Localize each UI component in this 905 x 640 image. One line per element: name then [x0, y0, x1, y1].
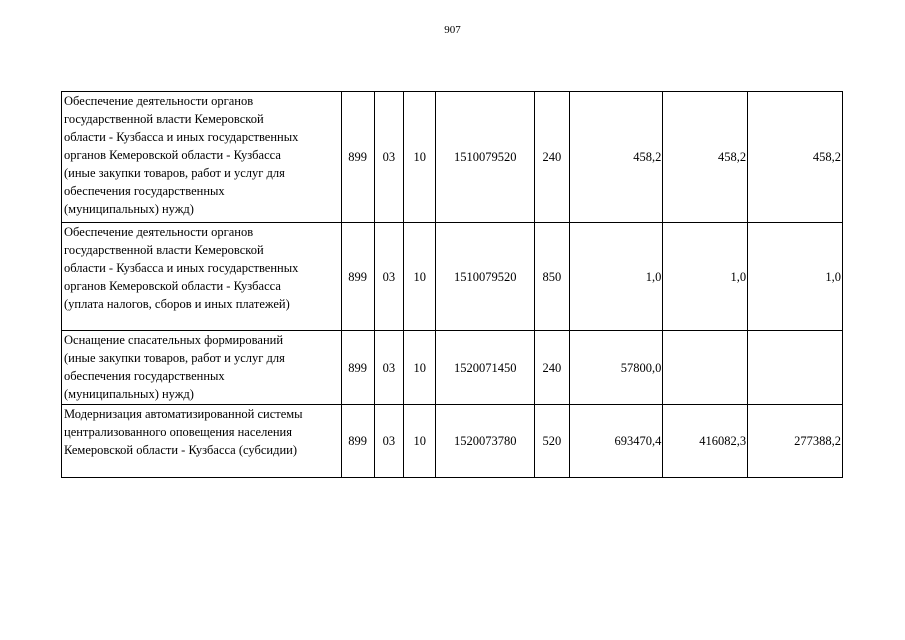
sum-1-cell: 693470,4	[569, 405, 663, 478]
rz-cell: 03	[374, 405, 403, 478]
rz-cell: 03	[374, 92, 403, 223]
csr-cell: 1510079520	[436, 223, 535, 331]
vr-cell: 240	[535, 331, 569, 405]
table-row	[62, 405, 843, 478]
sum-3-cell: 277388,2	[748, 405, 843, 478]
row-name-cell: Обеспечение деятельности органов государственной власти Кемеровской области - Кузбасса и иных государственных органов Кемеровской области - Кузбасса (уплата налогов, сборов и иных платежей)	[62, 223, 342, 331]
table-row	[62, 92, 843, 223]
sum-3-cell: 458,2	[748, 92, 843, 223]
rz-cell: 03	[374, 223, 403, 331]
table-row	[62, 331, 843, 405]
ved-cell: 899	[341, 331, 374, 405]
table-row	[62, 223, 843, 331]
sum-2-cell: 1,0	[663, 223, 748, 331]
vr-cell: 240	[535, 92, 569, 223]
sum-3-cell	[748, 331, 843, 405]
ved-cell: 899	[341, 92, 374, 223]
sum-1-cell: 458,2	[569, 92, 663, 223]
row-name-cell: Оснащение спасательных формирований (иные закупки товаров, работ и услуг для обеспечения государственных (муниципальных) нужд)	[62, 331, 342, 405]
pr-cell: 10	[404, 331, 436, 405]
csr-cell: 1510079520	[436, 92, 535, 223]
vr-cell: 520	[535, 405, 569, 478]
sum-3-cell: 1,0	[748, 223, 843, 331]
page-number: 907	[444, 24, 461, 36]
sum-1-cell: 1,0	[569, 223, 663, 331]
sum-2-cell: 458,2	[663, 92, 748, 223]
csr-cell: 1520073780	[436, 405, 535, 478]
ved-cell: 899	[341, 223, 374, 331]
rz-cell: 03	[374, 331, 403, 405]
sum-2-cell	[663, 331, 748, 405]
row-name-cell: Модернизация автоматизированной системы централизованного оповещения населения Кемеровской области - Кузбасса (субсидии)	[62, 405, 342, 478]
ved-cell: 899	[341, 405, 374, 478]
csr-cell: 1520071450	[436, 331, 535, 405]
budget-table	[61, 91, 843, 478]
vr-cell: 850	[535, 223, 569, 331]
pr-cell: 10	[404, 92, 436, 223]
pr-cell: 10	[404, 223, 436, 331]
sum-1-cell: 57800,0	[569, 331, 663, 405]
sum-2-cell: 416082,3	[663, 405, 748, 478]
row-name-cell: Обеспечение деятельности органов государственной власти Кемеровской области - Кузбасса и иных государственных органов Кемеровской области - Кузбасса (иные закупки товаров, работ и услуг для обеспечения государственных (муниципальных) нужд)	[62, 92, 342, 223]
pr-cell: 10	[404, 405, 436, 478]
